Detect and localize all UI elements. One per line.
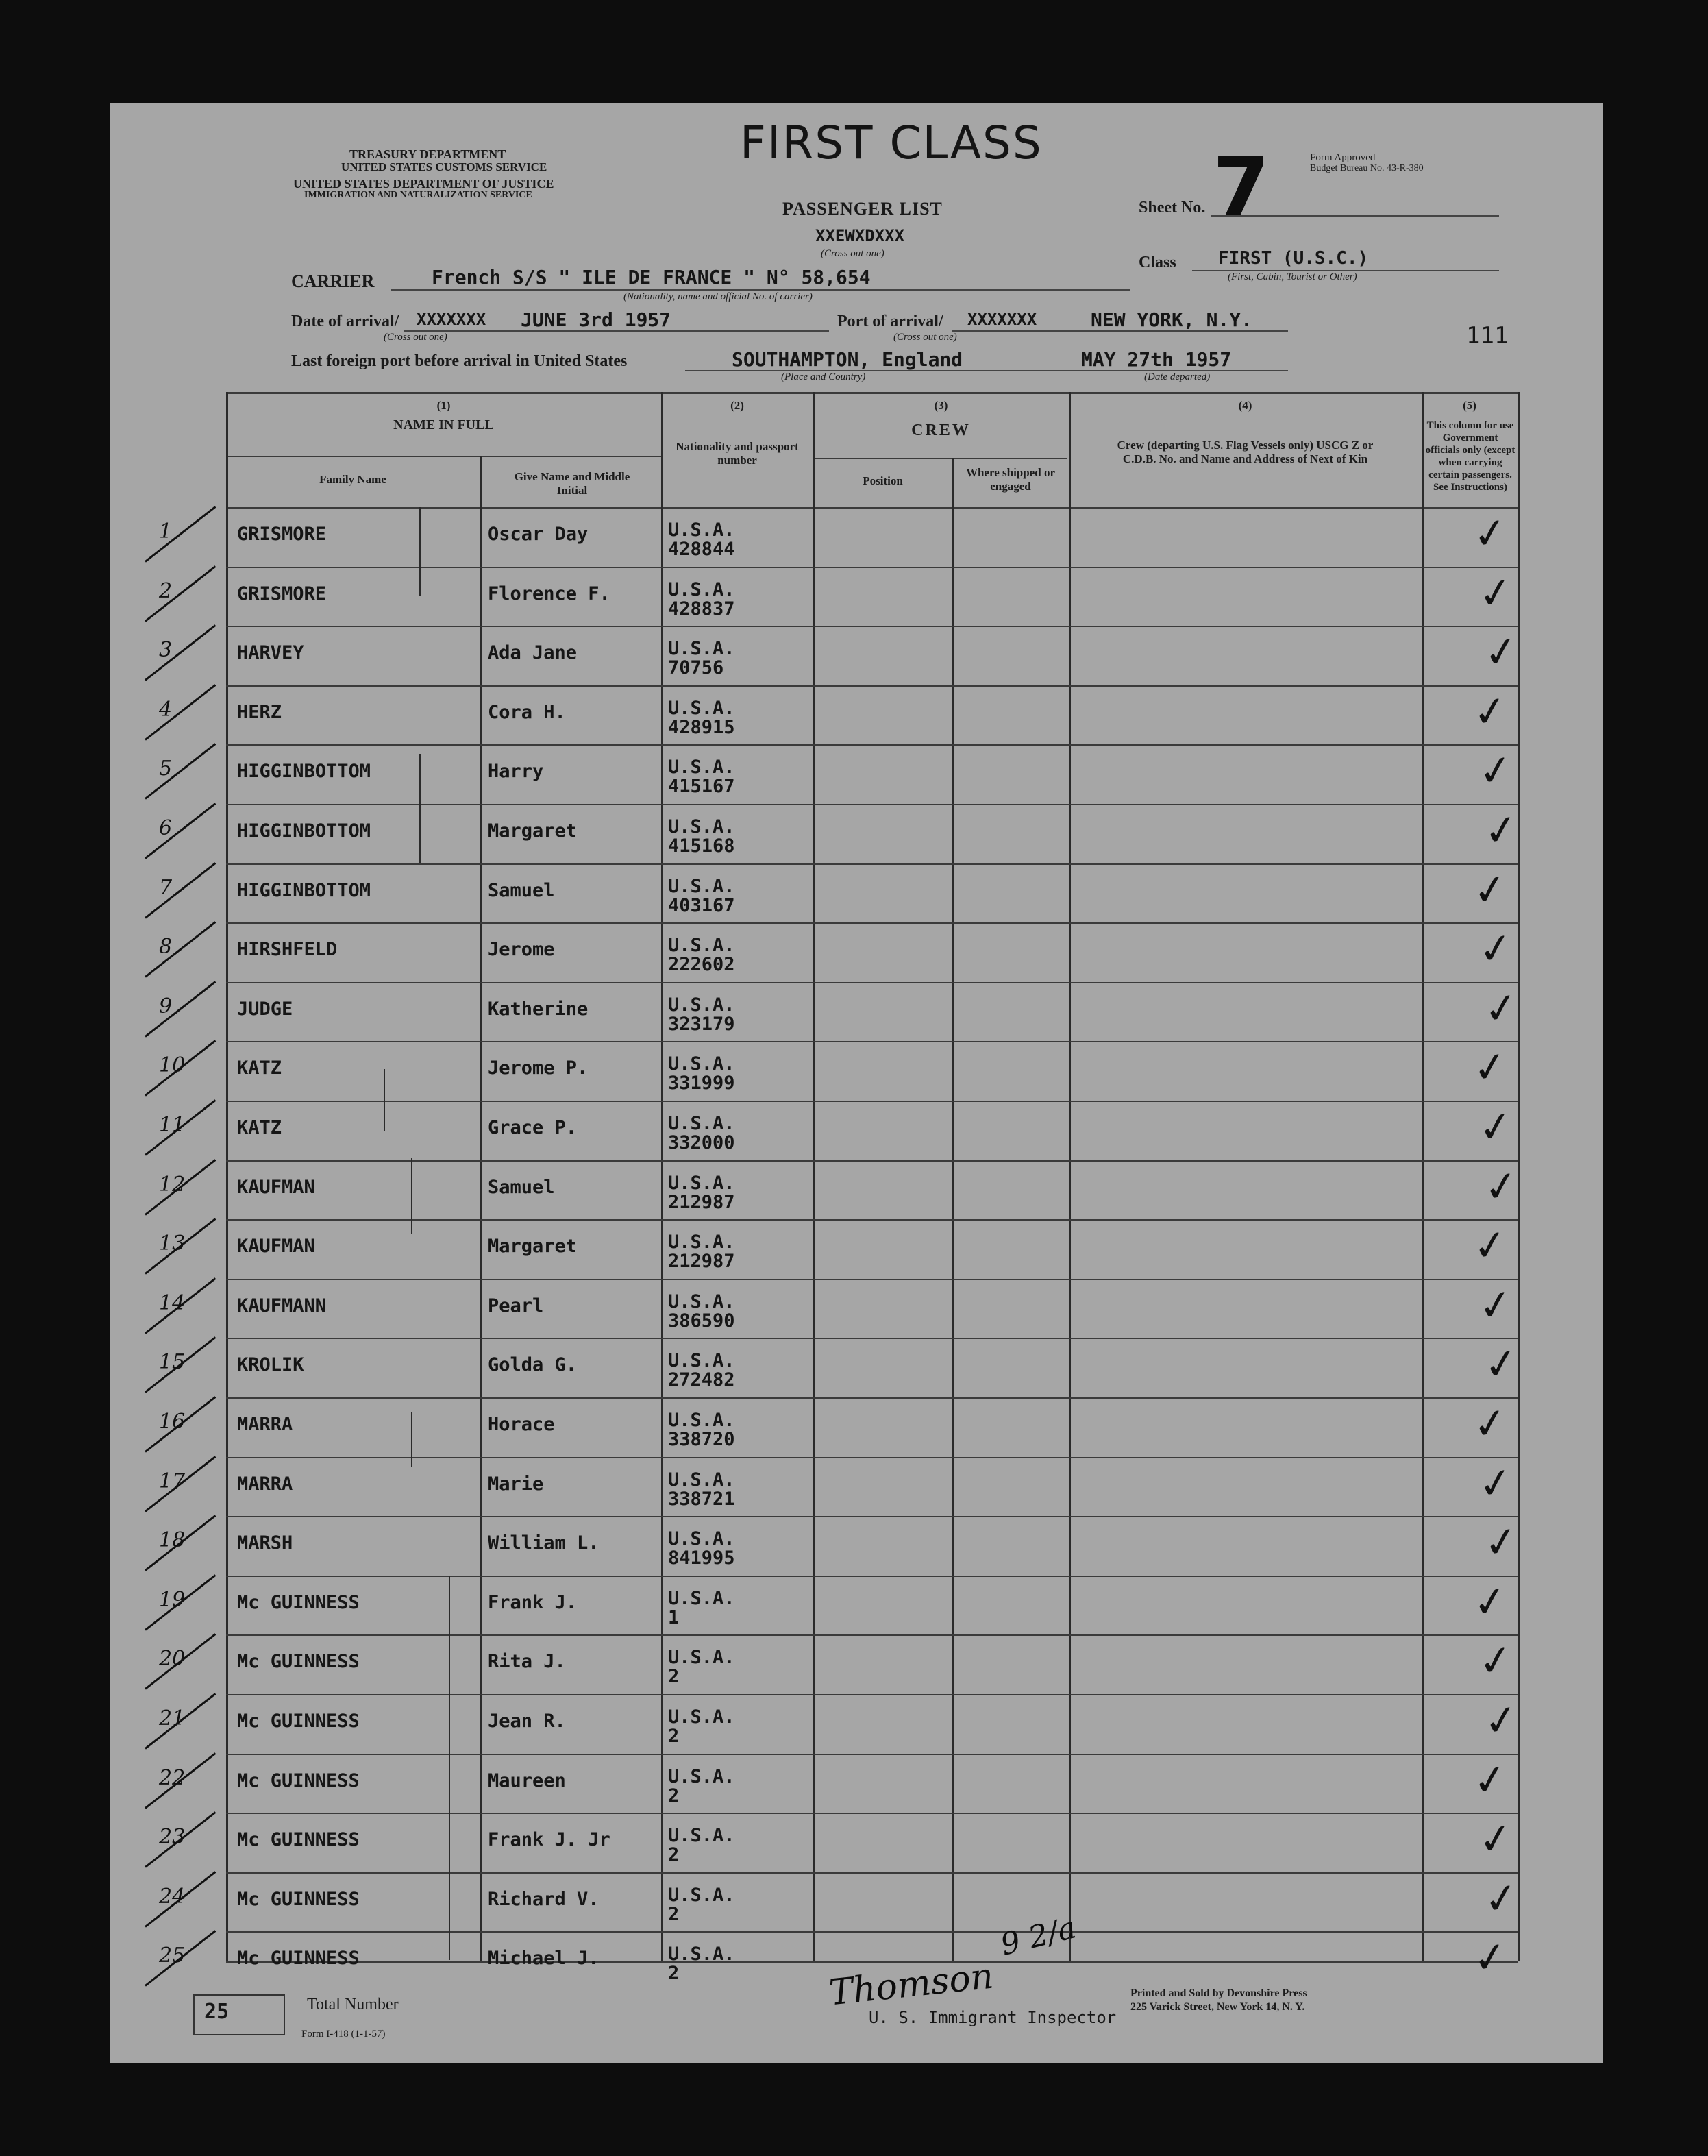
check-mark: ✓ [1470, 1932, 1511, 1985]
check-mark: ✓ [1470, 1576, 1511, 1628]
row-number: 11 [159, 1113, 186, 1137]
family-name: Mc GUINNESS [237, 1769, 360, 1791]
given-name: Marie [488, 1473, 544, 1495]
passport-number: 1 [668, 1606, 680, 1628]
check-mark: ✓ [1470, 1754, 1511, 1806]
passport-number: 338720 [668, 1429, 735, 1450]
col5-number: (5) [1463, 399, 1476, 412]
row-divider [226, 1931, 1518, 1933]
given-name: Grace P. [488, 1117, 578, 1138]
budget-bureau: Budget Bureau No. 43-R-380 [1310, 163, 1424, 173]
check-mark: ✓ [1475, 1279, 1516, 1332]
row-number: 5 [159, 757, 173, 781]
given-name: Richard V. [488, 1888, 599, 1910]
check-mark: ✓ [1475, 567, 1516, 620]
family-name: KROLIK [237, 1354, 304, 1376]
nationality: U.S.A. [668, 1884, 735, 1906]
form-number: Form I-418 (1-1-57) [301, 2029, 386, 2039]
check-mark: ✓ [1481, 626, 1522, 679]
row-number: 6 [159, 816, 173, 840]
passport-number: 212987 [668, 1251, 735, 1273]
nationality: U.S.A. [668, 1825, 735, 1847]
check-mark: ✓ [1481, 1160, 1522, 1213]
given-name: Jerome [488, 939, 555, 961]
nationality: U.S.A. [668, 757, 735, 779]
family-name: HERZ [237, 701, 282, 723]
family-name: HIGGINBOTTOM [237, 879, 371, 901]
family-name: Mc GUINNESS [237, 1888, 360, 1910]
nationality: U.S.A. [668, 638, 735, 660]
row-divider [226, 1634, 1518, 1636]
nationality: U.S.A. [668, 1647, 735, 1669]
row-divider [226, 1754, 1518, 1755]
family-name: KAUFMANN [237, 1295, 327, 1316]
passport-number: 70756 [668, 657, 724, 679]
passport-number: 331999 [668, 1073, 735, 1094]
given-name: Michael J. [488, 1948, 599, 1970]
passport-number: 332000 [668, 1132, 735, 1153]
last-port-note: (Place and Country) [781, 371, 866, 382]
check-mark: ✓ [1470, 685, 1511, 738]
nationality: U.S.A. [668, 1587, 735, 1609]
row-number: 24 [159, 1884, 186, 1909]
nationality: U.S.A. [668, 1469, 735, 1491]
date-departed-note: (Date departed) [1144, 371, 1211, 382]
sheet-label: Sheet No. [1139, 199, 1206, 217]
col4-number: (4) [1238, 399, 1252, 412]
row-divider [226, 1160, 1518, 1162]
passport-number: 386590 [668, 1310, 735, 1332]
total-number-label: Total Number [307, 1996, 399, 2013]
check-mark: ✓ [1481, 1338, 1522, 1391]
col1-family-header: Family Name [319, 473, 386, 486]
nationality: U.S.A. [668, 1172, 735, 1194]
sheet-number: 7 [1213, 140, 1270, 236]
dept-immigration: IMMIGRATION AND NATURALIZATION SERVICE [304, 190, 532, 200]
port-value: NEW YORK, N.Y. [1091, 308, 1253, 331]
passport-number: 2 [668, 1726, 680, 1747]
class-note: (First, Cabin, Tourist or Other) [1228, 271, 1357, 282]
inspector-title: U. S. Immigrant Inspector [869, 2008, 1117, 2027]
row-number: 17 [159, 1469, 186, 1493]
row-divider [226, 1516, 1518, 1517]
family-name: MARSH [237, 1532, 293, 1554]
passport-number: 2 [668, 1963, 680, 1985]
family-name: Mc GUINNESS [237, 1591, 360, 1613]
family-name: MARRA [237, 1414, 293, 1435]
crossed-list-type: XXEWXDXXX [815, 226, 905, 245]
given-name: Cora H. [488, 701, 566, 723]
family-name: Mc GUINNESS [237, 1829, 360, 1851]
passport-number: 2 [668, 1903, 680, 1925]
printer-line1: Printed and Sold by Devonshire Press [1130, 1987, 1307, 1999]
check-mark: ✓ [1481, 982, 1522, 1035]
row-number: 3 [159, 638, 173, 663]
col1-title: NAME IN FULL [393, 417, 494, 432]
family-name: Mc GUINNESS [237, 1948, 360, 1970]
family-name: HIRSHFELD [237, 939, 338, 961]
row-number: 25 [159, 1944, 186, 1968]
check-mark: ✓ [1481, 1694, 1522, 1748]
nationality: U.S.A. [668, 578, 735, 600]
family-name: Mc GUINNESS [237, 1711, 360, 1732]
row-divider [226, 1219, 1518, 1221]
given-name: Jean R. [488, 1711, 566, 1732]
first-class-stamp: FIRST CLASS [740, 117, 1043, 169]
carrier-value: French S/S " ILE DE FRANCE " N° 58,654 [432, 266, 871, 289]
col4-title: Crew (departing U.S. Flag Vessels only) USCG Z or C.D.B. No. and Name and Address of Next of Kin [1117, 439, 1374, 465]
passport-number: 428915 [668, 716, 735, 738]
col2-number: (2) [730, 399, 744, 412]
family-name: GRISMORE [237, 583, 327, 604]
check-mark: ✓ [1470, 1042, 1511, 1094]
family-name: KAUFMAN [237, 1176, 315, 1198]
row-divider [226, 1041, 1518, 1042]
nationality: U.S.A. [668, 1410, 735, 1431]
row-divider [226, 1397, 1518, 1399]
last-port-value: SOUTHAMPTON, England [732, 348, 963, 371]
given-name: Rita J. [488, 1651, 566, 1673]
row-divider [226, 626, 1518, 627]
col1-number: (1) [436, 399, 451, 412]
handwritten-annotation: 9 2/a [997, 1910, 1080, 1963]
given-name: Margaret [488, 820, 578, 842]
row-divider [226, 922, 1518, 924]
nationality: U.S.A. [668, 1113, 735, 1134]
check-mark: ✓ [1475, 1813, 1516, 1866]
row-divider [226, 685, 1518, 687]
carrier-label: CARRIER [291, 271, 375, 291]
row-number: 22 [159, 1765, 186, 1790]
given-name: Samuel [488, 879, 555, 901]
dept-justice: UNITED STATES DEPARTMENT OF JUSTICE [293, 177, 554, 191]
cross-out-note: (Cross out one) [821, 248, 884, 259]
family-name: HIGGINBOTTOM [237, 820, 371, 842]
port-note: (Cross out one) [893, 332, 957, 343]
nationality: U.S.A. [668, 1765, 735, 1787]
given-name: Oscar Day [488, 524, 589, 545]
family-name: MARRA [237, 1473, 293, 1495]
row-number: 2 [159, 578, 173, 603]
passport-number: 415168 [668, 835, 735, 857]
last-port-label: Last foreign port before arrival in United States [291, 352, 628, 370]
given-name: Pearl [488, 1295, 544, 1316]
row-number: 1 [159, 519, 173, 543]
row-number: 16 [159, 1410, 186, 1434]
nationality: U.S.A. [668, 935, 735, 957]
passport-number: 428844 [668, 539, 735, 560]
nationality: U.S.A. [668, 1944, 735, 1965]
passport-number: 212987 [668, 1191, 735, 1213]
check-mark: ✓ [1470, 1397, 1511, 1451]
page-number: 111 [1466, 322, 1509, 350]
given-name: Florence F. [488, 583, 610, 604]
row-number: 9 [159, 994, 173, 1018]
check-mark: ✓ [1475, 1101, 1516, 1154]
col3-position-header: Position [863, 474, 903, 487]
arrival-crossed: XXXXXXX [417, 310, 486, 329]
row-number: 18 [159, 1528, 186, 1553]
given-name: Horace [488, 1414, 555, 1435]
row-number: 13 [159, 1232, 186, 1256]
passport-number: 2 [668, 1844, 680, 1866]
col3-title: CREW [911, 421, 971, 439]
row-divider [226, 1279, 1518, 1280]
given-name: Frank J. Jr [488, 1829, 610, 1851]
passport-number: 841995 [668, 1547, 735, 1569]
family-name: HIGGINBOTTOM [237, 761, 371, 783]
check-mark: ✓ [1481, 804, 1522, 857]
passport-number: 2 [668, 1785, 680, 1806]
nationality: U.S.A. [668, 1350, 735, 1372]
printer-line2: 225 Varick Street, New York 14, N. Y. [1130, 2001, 1305, 2013]
family-name: KATZ [237, 1057, 282, 1079]
check-mark: ✓ [1475, 1635, 1516, 1688]
row-divider [226, 982, 1518, 983]
row-divider [226, 744, 1518, 746]
row-number: 4 [159, 697, 173, 722]
check-mark: ✓ [1475, 745, 1516, 798]
carrier-note: (Nationality, name and official No. of carrier) [623, 291, 813, 302]
row-number: 10 [159, 1053, 186, 1078]
form-approved: Form Approved [1310, 152, 1376, 163]
family-name: Mc GUINNESS [237, 1651, 360, 1673]
row-number: 21 [159, 1706, 186, 1730]
port-crossed: XXXXXXX [967, 310, 1037, 329]
col3-shipped-header: Where shipped or engaged [965, 466, 1056, 493]
row-number: 7 [159, 875, 173, 900]
passport-number: 222602 [668, 954, 735, 976]
arrival-note: (Cross out one) [384, 332, 447, 343]
given-name: Frank J. [488, 1591, 578, 1613]
class-value: FIRST (U.S.C.) [1218, 248, 1369, 269]
passport-number: 272482 [668, 1369, 735, 1391]
dept-customs: UNITED STATES CUSTOMS SERVICE [341, 160, 547, 173]
row-divider [226, 1457, 1518, 1458]
check-mark: ✓ [1481, 1872, 1522, 1925]
given-name: Harry [488, 761, 544, 783]
row-number: 19 [159, 1587, 186, 1612]
row-divider [226, 1101, 1518, 1102]
col1-given-header: Give Name and Middle Initial [514, 470, 630, 497]
nationality: U.S.A. [668, 1232, 735, 1253]
family-name: HARVEY [237, 642, 304, 664]
port-label: Port of arrival/ [837, 313, 943, 330]
given-name: William L. [488, 1532, 599, 1554]
check-mark: ✓ [1475, 923, 1516, 976]
family-name: KAUFMAN [237, 1236, 315, 1258]
given-name: Jerome P. [488, 1057, 589, 1079]
given-name: Katherine [488, 998, 589, 1020]
check-mark: ✓ [1470, 1220, 1511, 1273]
class-label: Class [1139, 254, 1176, 271]
nationality: U.S.A. [668, 519, 735, 541]
nationality: U.S.A. [668, 1290, 735, 1312]
nationality: U.S.A. [668, 994, 735, 1016]
nationality: U.S.A. [668, 1528, 735, 1550]
passport-number: 415167 [668, 776, 735, 798]
document-page [110, 103, 1603, 2063]
row-number: 23 [159, 1825, 186, 1850]
row-number: 14 [159, 1290, 186, 1315]
col2-title: Nationality and passport number [676, 440, 799, 467]
inspector-signature: Thomson [827, 1955, 995, 2014]
row-number: 20 [159, 1647, 186, 1671]
passport-number: 2 [668, 1666, 680, 1688]
passport-number: 428837 [668, 598, 735, 620]
nationality: U.S.A. [668, 1706, 735, 1728]
row-divider [226, 1338, 1518, 1339]
col5-title: This column for use Government officials only (except when carrying certain passengers. See Instructions) [1425, 420, 1515, 493]
nationality: U.S.A. [668, 697, 735, 719]
passport-number: 323179 [668, 1013, 735, 1035]
col3-number: (3) [934, 399, 948, 412]
row-divider [226, 1813, 1518, 1814]
family-name: KATZ [237, 1117, 282, 1138]
given-name: Maureen [488, 1769, 566, 1791]
given-name: Samuel [488, 1176, 555, 1198]
row-divider [226, 1872, 1518, 1874]
nationality: U.S.A. [668, 875, 735, 897]
check-mark: ✓ [1470, 863, 1511, 916]
given-name: Margaret [488, 1236, 578, 1258]
row-number: 12 [159, 1172, 186, 1197]
passport-number: 338721 [668, 1488, 735, 1510]
family-name: JUDGE [237, 998, 293, 1020]
row-divider [226, 1576, 1518, 1577]
given-name: Golda G. [488, 1354, 578, 1376]
check-mark: ✓ [1470, 507, 1511, 561]
given-name: Ada Jane [488, 642, 578, 664]
arrival-value: JUNE 3rd 1957 [521, 308, 671, 331]
check-mark: ✓ [1475, 1457, 1516, 1510]
arrival-label: Date of arrival/ [291, 313, 399, 330]
row-divider [226, 1694, 1518, 1695]
nationality: U.S.A. [668, 816, 735, 837]
nationality: U.S.A. [668, 1053, 735, 1075]
row-number: 15 [159, 1350, 186, 1375]
list-title: PASSENGER LIST [782, 199, 943, 219]
family-name: GRISMORE [237, 524, 327, 545]
date-departed-value: MAY 27th 1957 [1081, 348, 1232, 371]
passport-number: 403167 [668, 894, 735, 916]
row-number: 8 [159, 935, 173, 959]
dept-treasury: TREASURY DEPARTMENT [349, 147, 506, 161]
check-mark: ✓ [1481, 1517, 1522, 1569]
total-number-value: 25 [204, 2000, 230, 2024]
